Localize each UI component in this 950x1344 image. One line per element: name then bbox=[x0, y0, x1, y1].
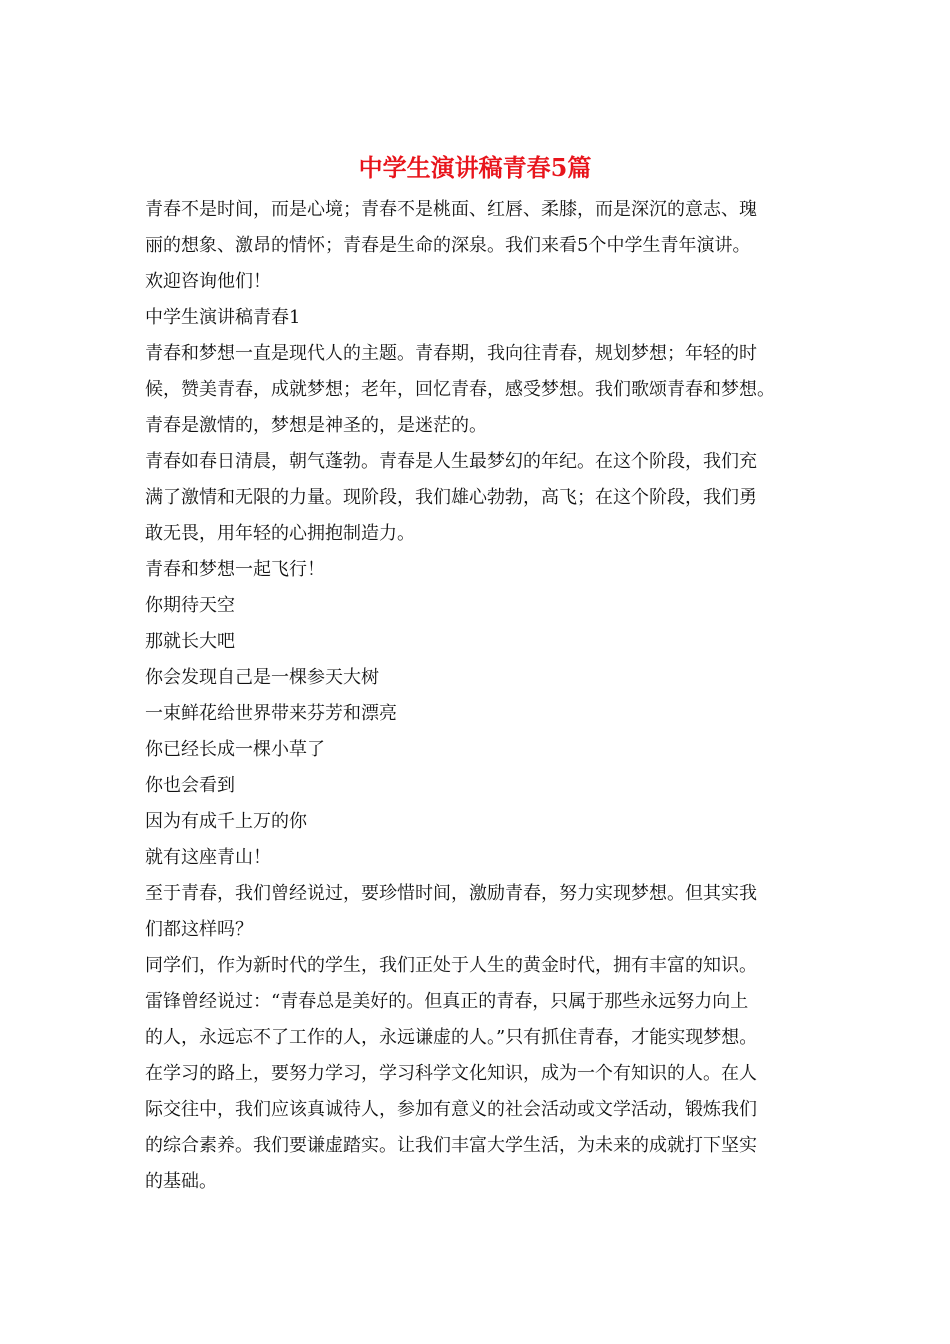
text-line: 青春和梦想一直是现代人的主题。青春期，我向往青春，规划梦想；年轻的时 bbox=[145, 343, 757, 364]
text-line: 际交往中，我们应该真诚待人，参加有意义的社会活动或文学活动，锻炼我们 bbox=[145, 1099, 757, 1120]
text-line: 中学生演讲稿青春1 bbox=[145, 307, 301, 328]
paragraph bbox=[145, 732, 815, 768]
text-line: 你已经长成一棵小草了 bbox=[145, 739, 325, 760]
text-line: 们都这样吗？ bbox=[145, 919, 253, 940]
text-line: 你会发现自己是一棵参天大树 bbox=[145, 667, 379, 688]
text-line: 的人，永远忘不了工作的人，永远谦虚的人。”只有抓住青春，才能实现梦想。 bbox=[145, 1027, 758, 1048]
paragraph bbox=[145, 840, 815, 876]
paragraph bbox=[145, 804, 815, 840]
text-line: 同学们，作为新时代的学生，我们正处于人生的黄金时代，拥有丰富的知识。 bbox=[145, 955, 757, 976]
paragraph bbox=[145, 444, 815, 552]
text-line: 丽的想象、激昂的情怀；青春是生命的深泉。我们来看5个中学生青年演讲。 bbox=[145, 235, 751, 256]
text-line: 至于青春，我们曾经说过，要珍惜时间，激励青春，努力实现梦想。但其实我 bbox=[145, 883, 757, 904]
paragraph bbox=[145, 876, 815, 948]
text-line: 那就长大吧 bbox=[145, 631, 235, 652]
paragraph bbox=[145, 768, 815, 804]
text-line: 你期待天空 bbox=[145, 595, 235, 616]
text-line: 雷锋曾经说过：“青春总是美好的。但真正的青春，只属于那些永远努力向上 bbox=[145, 991, 749, 1012]
paragraph bbox=[145, 660, 815, 696]
paragraph bbox=[145, 300, 815, 336]
text-line: 因为有成千上万的你 bbox=[145, 811, 307, 832]
text-line: 敢无畏，用年轻的心拥抱制造力。 bbox=[145, 523, 415, 544]
text-line: 候，赞美青春，成就梦想；老年，回忆青春，感受梦想。我们歌颂青春和梦想。 bbox=[145, 379, 775, 400]
text-line: 青春和梦想一起飞行！ bbox=[145, 559, 325, 580]
text-line: 欢迎咨询他们！ bbox=[145, 271, 271, 292]
text-line: 就有这座青山！ bbox=[145, 847, 271, 868]
paragraph bbox=[145, 948, 815, 1200]
text-line: 满了激情和无限的力量。现阶段，我们雄心勃勃，高飞；在这个阶段，我们勇 bbox=[145, 487, 757, 508]
paragraph bbox=[145, 552, 815, 588]
paragraph bbox=[145, 696, 815, 732]
paragraph bbox=[145, 624, 815, 660]
paragraph bbox=[145, 192, 815, 300]
document-body bbox=[145, 192, 815, 1200]
text-line: 青春如春日清晨，朝气蓬勃。青春是人生最梦幻的年纪。在这个阶段，我们充 bbox=[145, 451, 757, 472]
text-line: 青春是激情的，梦想是神圣的，是迷茫的。 bbox=[145, 415, 487, 436]
paragraph bbox=[145, 588, 815, 624]
text-line: 的基础。 bbox=[145, 1171, 217, 1192]
text-line: 一束鲜花给世界带来芬芳和漂亮 bbox=[145, 703, 397, 724]
text-line: 你也会看到 bbox=[145, 775, 235, 796]
paragraph bbox=[145, 336, 815, 444]
document-title: 中学生演讲稿青春5篇 bbox=[358, 153, 592, 182]
text-line: 的综合素养。我们要谦虚踏实。让我们丰富大学生活，为未来的成就打下坚实 bbox=[145, 1135, 757, 1156]
text-line: 青春不是时间，而是心境；青春不是桃面、红唇、柔膝，而是深沉的意志、瑰 bbox=[145, 199, 757, 220]
text-line: 在学习的路上，要努力学习，学习科学文化知识，成为一个有知识的人。在人 bbox=[145, 1063, 757, 1084]
